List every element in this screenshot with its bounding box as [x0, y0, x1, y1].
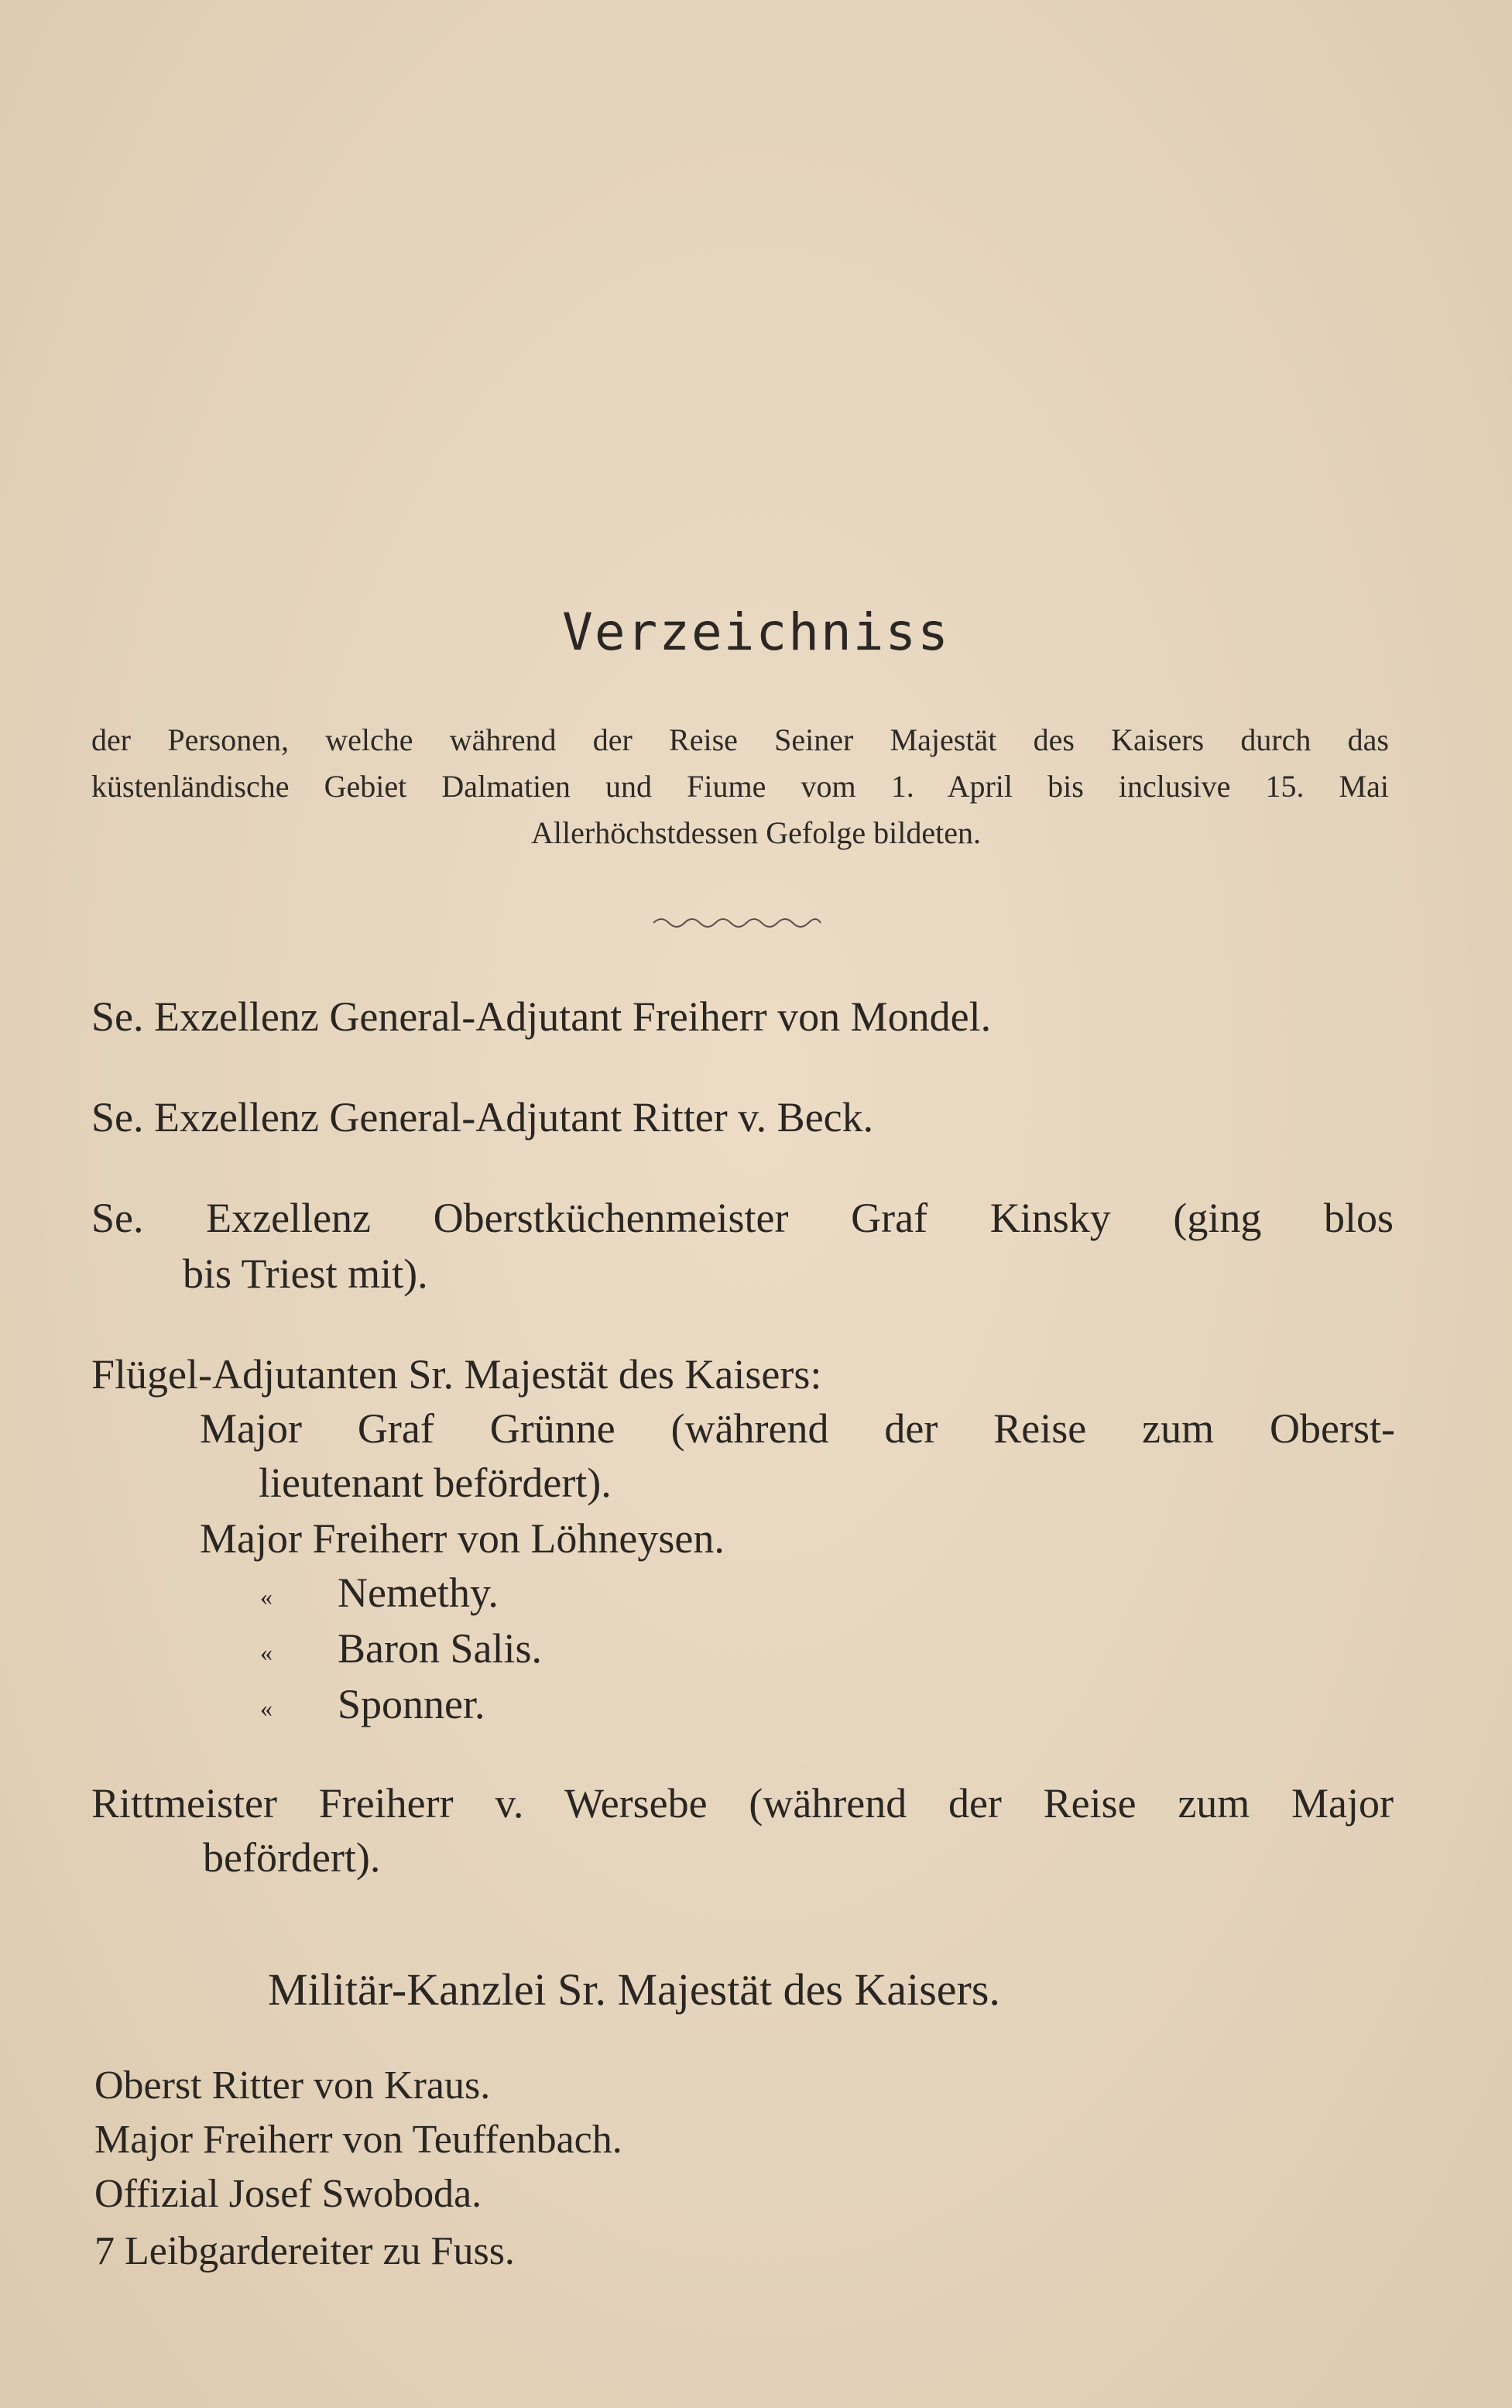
entry-gruenne-line-1: Major Graf Grünne (während der Reise zum Oberst- [200, 1405, 1395, 1452]
kanzlei-entry: Offizial Josef Swoboda. [94, 2172, 482, 2216]
entry-gruenne-line-2: lieutenant befördert). [259, 1460, 612, 1506]
ditto-mark: « [260, 1638, 273, 1666]
kanzlei-entry: Major Freiherr von Teuffenbach. [94, 2118, 622, 2162]
section-title-militaer-kanzlei: Militär-Kanzlei Sr. Majestät des Kaisers. [268, 1964, 1000, 2015]
entry-salis: Baron Salis. [338, 1625, 542, 1672]
entry-beck: Se. Exzellenz General-Adjutant Ritter v. Beck. [91, 1094, 874, 1141]
intro-line-3: Allerhöchstdessen Gefolge bildeten. [531, 815, 981, 850]
entry-mondel: Se. Exzellenz General-Adjutant Freiherr von Mondel. [91, 993, 992, 1040]
ditto-mark: « [260, 1694, 273, 1722]
entry-wersebe-line-2: befördert). [203, 1834, 381, 1881]
kanzlei-entry: 7 Leibgardereiter zu Fuss. [94, 2229, 515, 2273]
ditto-mark: « [260, 1583, 273, 1610]
document-title: Verzeichniss [562, 602, 950, 662]
wave-ornament-icon [652, 914, 822, 932]
entry-nemethy: Nemethy. [338, 1569, 499, 1616]
fluegel-adjutanten-heading: Flügel-Adjutanten Sr. Majestät des Kaisers: [91, 1351, 822, 1398]
entry-wersebe-line-1: Rittmeister Freiherr v. Wersebe (während der Reise zum Major [91, 1780, 1394, 1827]
entry-kinsky-line-1: Se. Exzellenz Oberstküchenmeister Graf Kinsky (ging blos [91, 1195, 1394, 1241]
entry-loehneysen: Major Freiherr von Löhneysen. [200, 1515, 725, 1562]
kanzlei-entry: Oberst Ritter von Kraus. [94, 2063, 491, 2108]
entry-sponner: Sponner. [338, 1681, 485, 1727]
intro-line-1: der Personen, welche während der Reise Seiner Majestät des Kaisers durch das [91, 722, 1389, 757]
intro-line-2: küstenländische Gebiet Dalmatien und Fiume vom 1. April bis inclusive 15. Mai [91, 769, 1389, 804]
entry-kinsky-line-2: bis Triest mit). [183, 1250, 428, 1297]
